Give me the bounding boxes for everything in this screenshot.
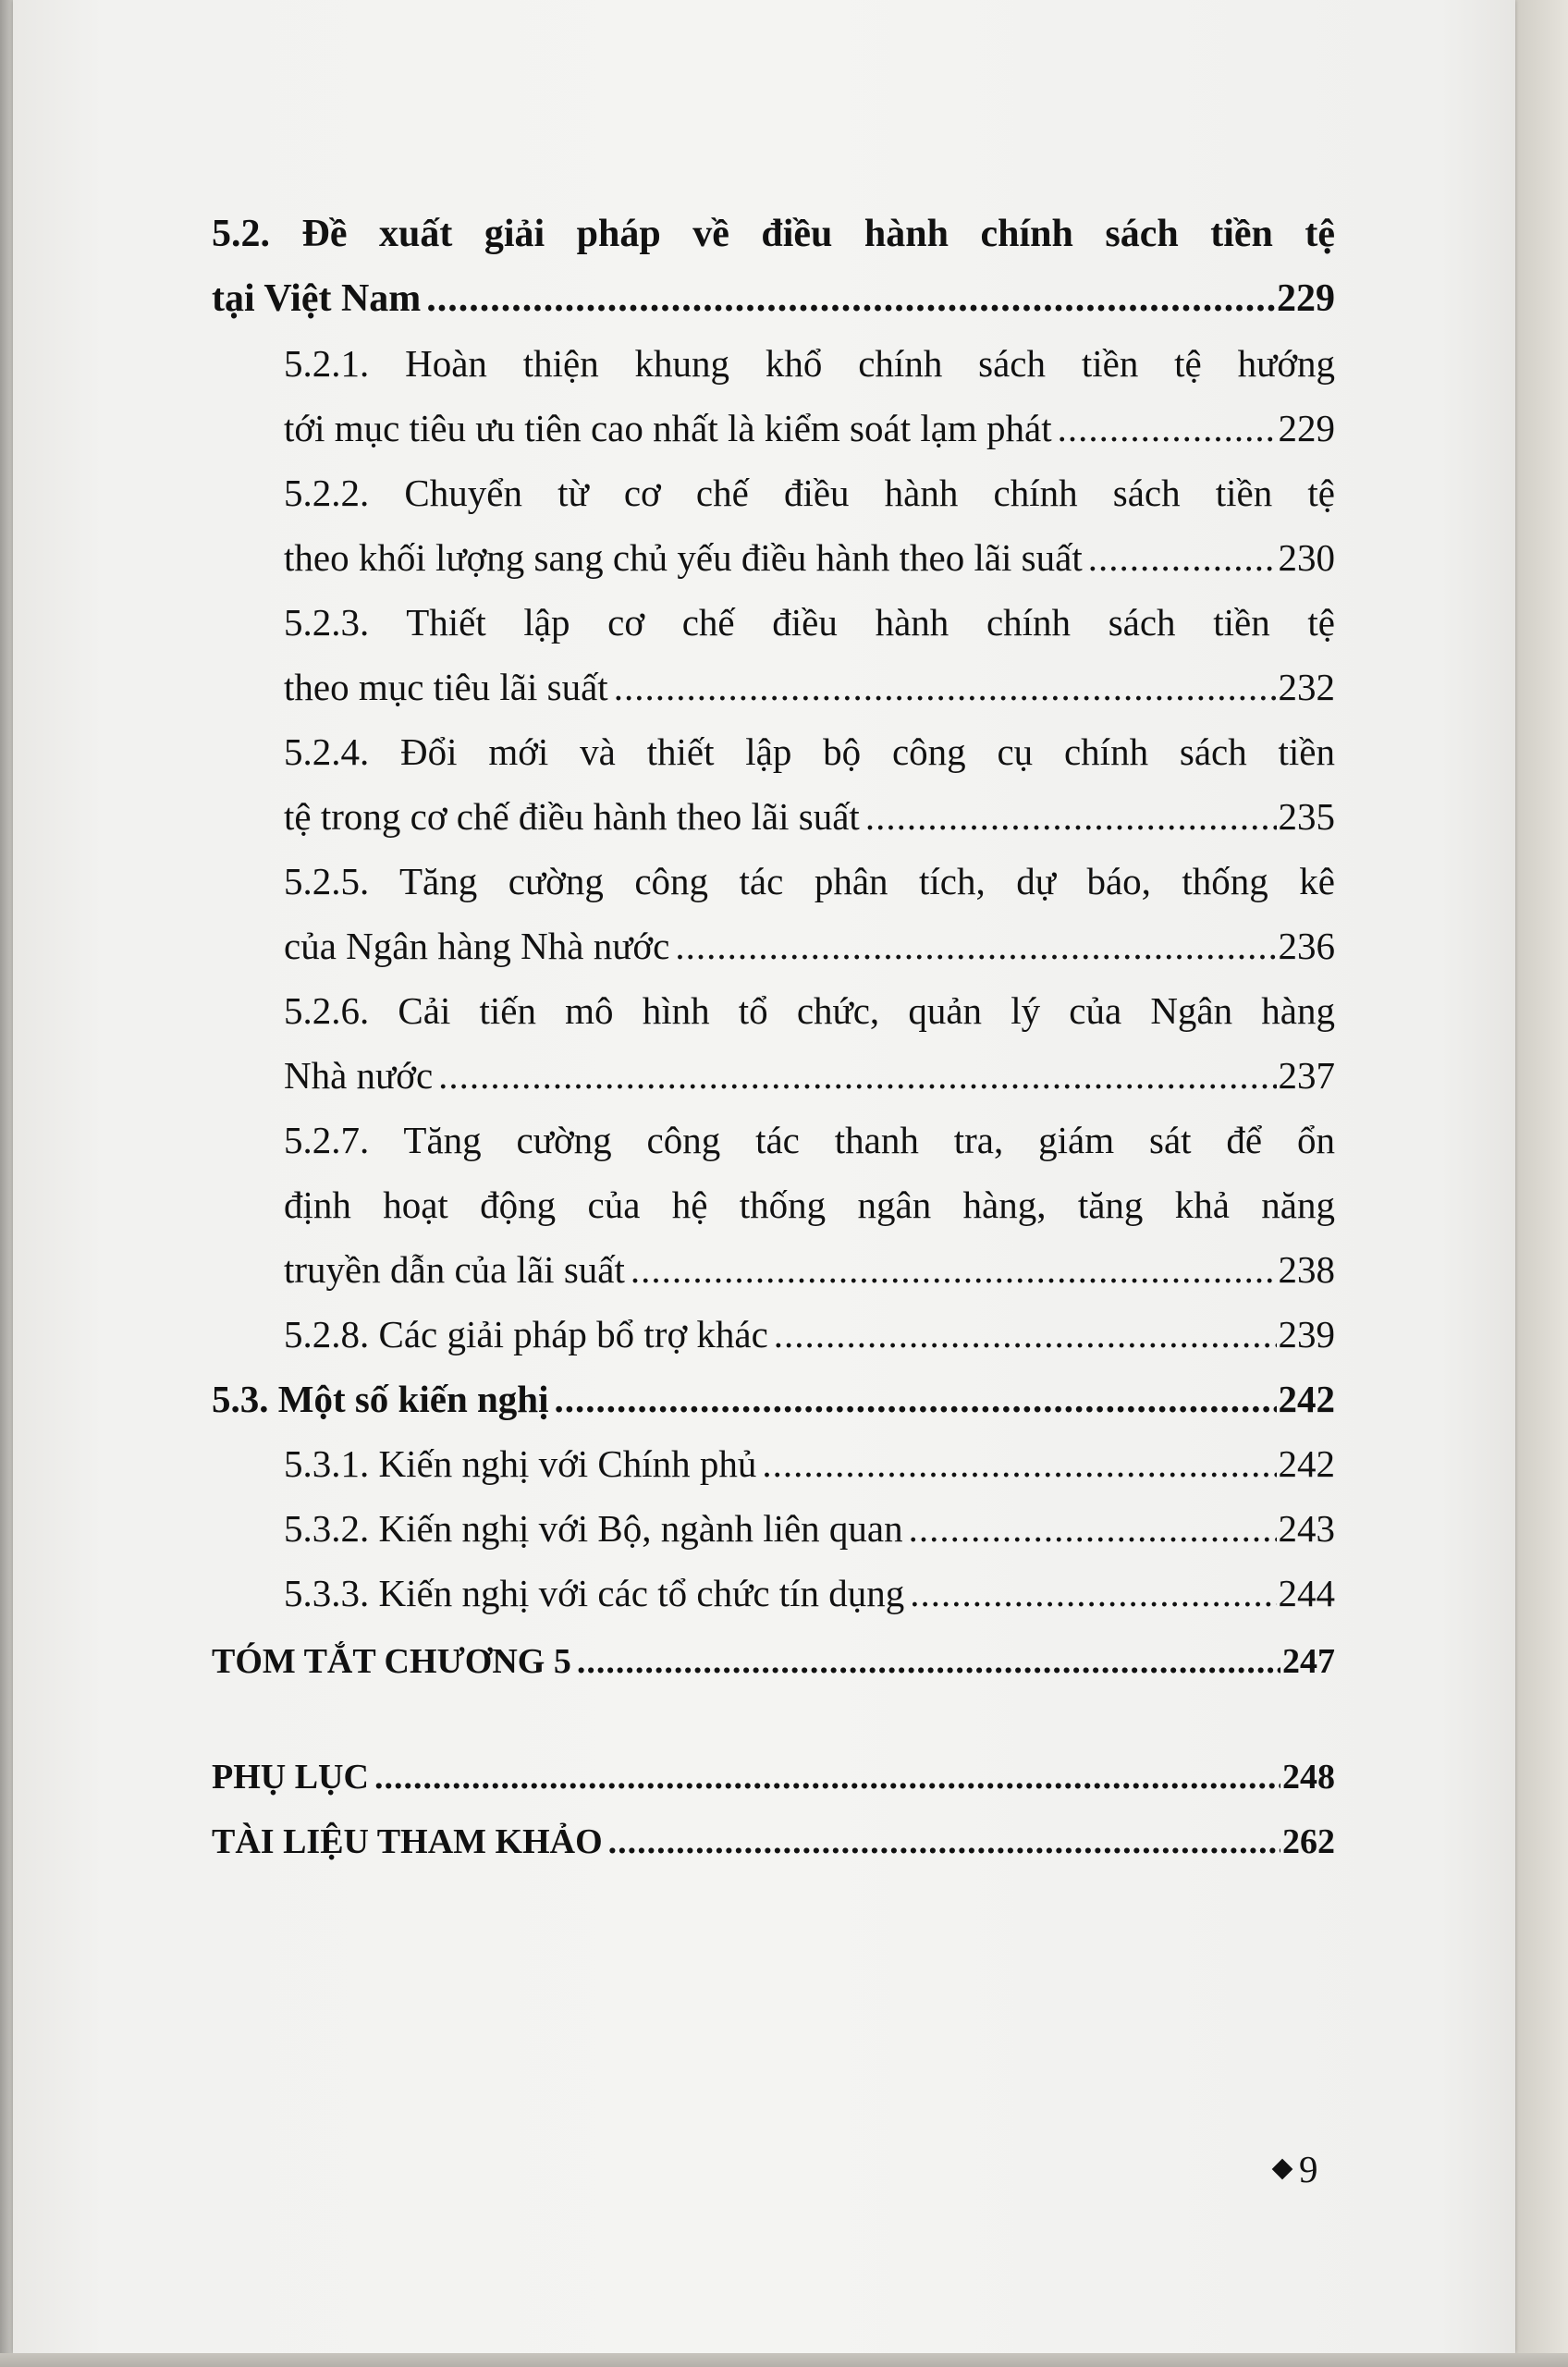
- dot-leader: [909, 1496, 1277, 1561]
- toc-page-number: 242: [1278, 1442, 1335, 1485]
- toc-entry-5-2-6[interactable]: [212, 978, 1335, 1108]
- toc-leader-row: [212, 1745, 1335, 1809]
- toc-entry-title-line: tới mục tiêu ưu tiên cao nhất là kiểm soát lạm phát: [284, 407, 1052, 449]
- toc-entry-5-2-4[interactable]: [212, 719, 1335, 849]
- toc-entry-5-2[interactable]: [212, 202, 1335, 331]
- dot-leader: [374, 1745, 1280, 1809]
- toc-entry-5-3-1[interactable]: [212, 1431, 1335, 1496]
- toc-entry-title-line: 5.3.1. Kiến nghị với Chính phủ: [284, 1442, 757, 1485]
- dot-leader: [910, 1561, 1276, 1625]
- page-number: 9: [1299, 2148, 1318, 2190]
- dot-leader: [865, 784, 1277, 849]
- dot-leader: [577, 1629, 1280, 1694]
- toc-entry-5-2-1[interactable]: [212, 331, 1335, 460]
- toc-entry-title-line: tại Việt Nam: [212, 277, 422, 320]
- toc-leader-row: [212, 1809, 1335, 1874]
- toc-leader-row: [284, 784, 1335, 849]
- toc-leader-row: [284, 1496, 1335, 1561]
- toc-leader-row: [284, 525, 1335, 590]
- toc-entry-title-line: 5.2.2. Chuyển từ cơ chế điều hành chính sách tiền tệ: [284, 472, 1335, 514]
- toc-entry-title-line: 5.2.5. Tăng cường công tác phân tích, dự báo, thống kê: [284, 860, 1335, 902]
- toc-entry-references[interactable]: [212, 1809, 1335, 1874]
- toc-entry-5-3-2[interactable]: [212, 1496, 1335, 1561]
- toc-leader-row: [212, 1367, 1335, 1431]
- toc-page-number: 236: [1278, 925, 1335, 967]
- toc-leader-row: [284, 1237, 1335, 1302]
- toc-leader-row: [284, 914, 1335, 978]
- toc-leader-row: [284, 655, 1335, 719]
- toc-leader-row: [284, 396, 1335, 460]
- toc-entry-5-2-2[interactable]: [212, 460, 1335, 590]
- toc-entry-5-2-7[interactable]: [212, 1108, 1335, 1302]
- dot-leader: [608, 1809, 1280, 1874]
- dot-leader: [555, 1367, 1277, 1431]
- toc-entry-title-line: Nhà nước: [284, 1054, 434, 1097]
- toc-entry-5-2-5[interactable]: [212, 849, 1335, 978]
- toc-entry-title-line: 5.2.8. Các giải pháp bổ trợ khác: [284, 1313, 768, 1355]
- dot-leader: [614, 655, 1277, 719]
- page-binding-edge: [0, 0, 13, 2367]
- toc-entry-title-line: định hoạt động của hệ thống ngân hàng, tăng khả năng: [284, 1184, 1335, 1226]
- toc-entry-title-line: 5.2. Đề xuất giải pháp về điều hành chính sách tiền tệ: [212, 213, 1335, 255]
- dot-leader: [426, 266, 1275, 331]
- toc-entry-title-line: theo mục tiêu lãi suất: [284, 666, 608, 708]
- dot-leader: [1058, 396, 1277, 460]
- toc-entry-title-line: tệ trong cơ chế điều hành theo lãi suất: [284, 795, 860, 838]
- dot-leader: [438, 1043, 1276, 1108]
- toc-leader-row: [284, 1561, 1335, 1625]
- toc-leader-row: [284, 1043, 1335, 1108]
- dot-leader: [762, 1431, 1276, 1496]
- diamond-bullet-icon: [1272, 2159, 1293, 2180]
- toc-leader-row: [284, 1302, 1335, 1367]
- table-of-contents: [212, 202, 1335, 1874]
- toc-entry-title-line: 5.2.7. Tăng cường công tác thanh tra, giám sát để ổn: [284, 1119, 1335, 1161]
- toc-page-number: 229: [1277, 277, 1335, 320]
- toc-page-number: 243: [1278, 1507, 1335, 1550]
- toc-page-number: 248: [1282, 1758, 1335, 1797]
- dot-leader: [1088, 525, 1277, 590]
- dot-leader: [631, 1237, 1277, 1302]
- page-bottom-edge: [0, 2353, 1568, 2367]
- book-page: [13, 0, 1515, 2353]
- toc-page-number: 242: [1278, 1378, 1335, 1420]
- dot-leader: [774, 1302, 1277, 1367]
- toc-page-number: 247: [1282, 1642, 1335, 1681]
- toc-page-number: 237: [1278, 1054, 1335, 1097]
- toc-entry-title-line: 5.3.3. Kiến nghị với các tổ chức tín dụng: [284, 1572, 905, 1614]
- toc-entry-5-3-3[interactable]: [212, 1561, 1335, 1625]
- background-surface: [1513, 0, 1568, 2367]
- toc-page-number: 230: [1278, 536, 1335, 579]
- toc-entry-title-line: của Ngân hàng Nhà nước: [284, 925, 670, 967]
- toc-entry-5-2-8[interactable]: [212, 1302, 1335, 1367]
- toc-page-number: 238: [1278, 1248, 1335, 1291]
- toc-leader-row: [212, 266, 1335, 331]
- toc-entry-5-3[interactable]: [212, 1367, 1335, 1431]
- toc-page-number: 235: [1278, 795, 1335, 838]
- toc-entry-title-line: 5.3.2. Kiến nghị với Bộ, ngành liên quan: [284, 1507, 903, 1550]
- toc-entry-title-line: 5.2.1. Hoàn thiện khung khổ chính sách tiền tệ hướng: [284, 342, 1335, 385]
- toc-entry-title-line: truyền dẫn của lãi suất: [284, 1248, 625, 1291]
- toc-entry-5-2-3[interactable]: [212, 590, 1335, 719]
- toc-entry-chapter-summary[interactable]: [212, 1629, 1335, 1694]
- toc-page-number: 239: [1278, 1313, 1335, 1355]
- toc-entry-title-line: TÀI LIỆU THAM KHẢO: [212, 1822, 603, 1861]
- toc-entry-title-line: 5.2.3. Thiết lập cơ chế điều hành chính sách tiền tệ: [284, 601, 1335, 644]
- toc-page-number: 262: [1282, 1822, 1335, 1861]
- toc-entry-title-line: 5.2.4. Đổi mới và thiết lập bộ công cụ chính sách tiền: [284, 730, 1335, 773]
- toc-entry-title-line: PHỤ LỤC: [212, 1758, 369, 1797]
- toc-page-number: 244: [1278, 1572, 1335, 1614]
- toc-entry-title-line: theo khối lượng sang chủ yếu điều hành theo lãi suất: [284, 536, 1083, 579]
- toc-entry-appendix[interactable]: [212, 1745, 1335, 1809]
- toc-entry-title-line: 5.2.6. Cải tiến mô hình tổ chức, quản lý của Ngân hàng: [284, 989, 1335, 1032]
- toc-leader-row: [284, 1431, 1335, 1496]
- toc-entry-title-line: 5.3. Một số kiến nghị: [212, 1378, 549, 1420]
- page-footer: [1275, 2147, 1318, 2191]
- toc-page-number: 232: [1278, 666, 1335, 708]
- dot-leader: [675, 914, 1276, 978]
- toc-page-number: 229: [1278, 407, 1335, 449]
- toc-leader-row: [212, 1629, 1335, 1694]
- toc-entry-title-line: TÓM TẮT CHƯƠNG 5: [212, 1642, 571, 1681]
